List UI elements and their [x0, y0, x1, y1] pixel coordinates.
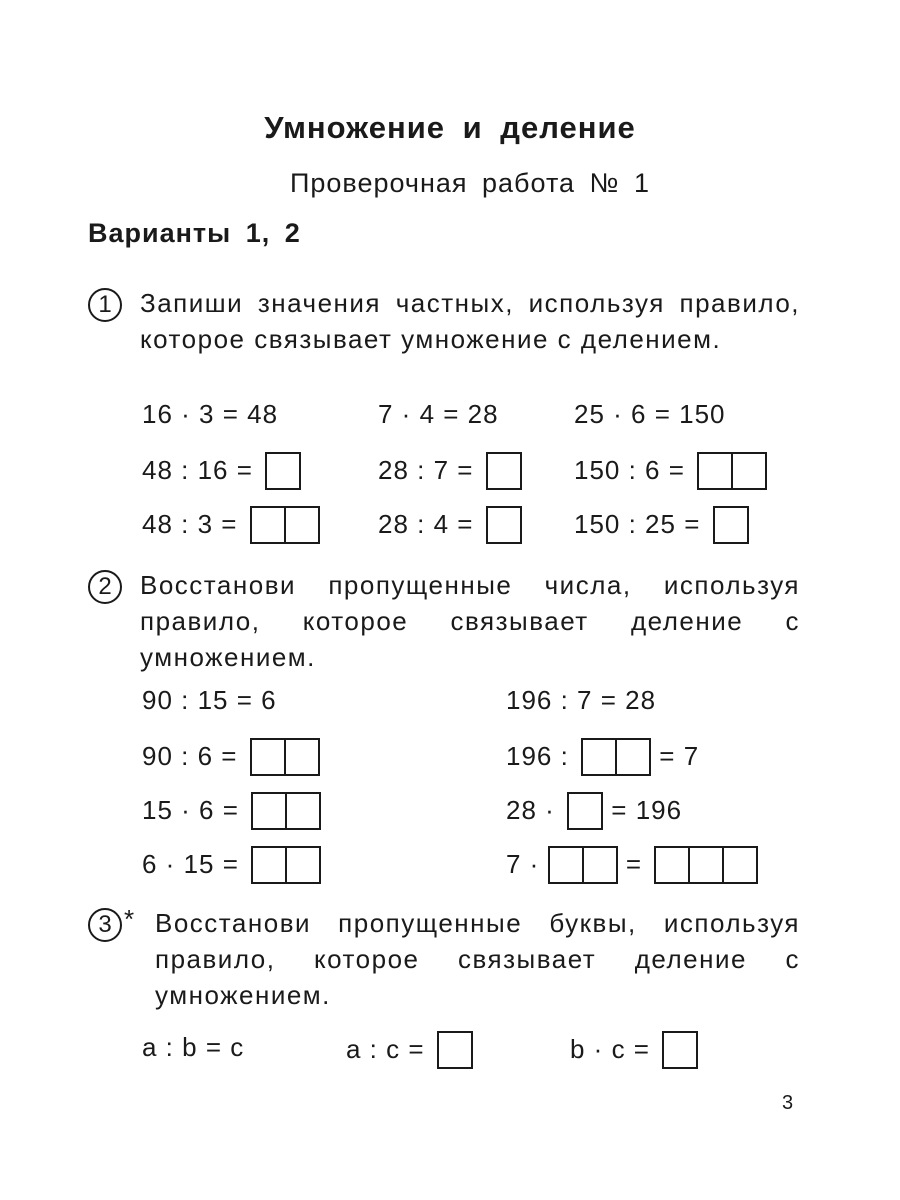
- answer-box[interactable]: [265, 451, 301, 490]
- task-1-eq-1-1: 16 · 3 = 48: [142, 399, 279, 429]
- task-1-text: Запиши значения частных, используя правило, которое связывает умножение с делением.: [140, 288, 800, 354]
- eq-text: 15 · 6 =: [142, 795, 239, 826]
- task-3-star: *: [124, 904, 135, 934]
- answer-box[interactable]: [548, 845, 618, 884]
- answer-box[interactable]: [567, 791, 603, 830]
- task-2-left-2: [142, 736, 320, 776]
- answer-box[interactable]: [581, 737, 651, 776]
- task-2-left-1: 90 : 15 = 6: [142, 685, 277, 715]
- task-3-eq-2: [346, 1029, 473, 1069]
- task-3-number: 3: [88, 908, 122, 942]
- task-2-right-2: [506, 736, 699, 776]
- eq-text: 150 : 6 =: [574, 455, 685, 486]
- task-2-text: Восстанови пропущенные числа, используя правило, которое связывает деление с умножением.: [140, 570, 800, 672]
- eq-text: 48 : 16 =: [142, 455, 253, 486]
- task-1-eq-2-2: [378, 450, 522, 490]
- task-3-text: Восстанови пропущенные буквы, используя правило, которое связывает деление с умножением.: [155, 908, 800, 1010]
- eq-text: = 7: [659, 741, 700, 772]
- eq-text: a : c =: [346, 1034, 425, 1065]
- eq-text: 28 : 4 =: [378, 509, 474, 540]
- task-2-left-3: [142, 790, 321, 830]
- answer-box[interactable]: [713, 505, 749, 544]
- eq-text: =: [625, 849, 642, 880]
- task-2-left-4: [142, 844, 321, 884]
- task-2-right-3: [506, 790, 682, 830]
- answer-box[interactable]: [662, 1030, 698, 1069]
- answer-box[interactable]: [654, 845, 758, 884]
- task-1-eq-3-1: [142, 504, 320, 544]
- answer-box[interactable]: [250, 737, 320, 776]
- task-2-number: 2: [88, 570, 122, 604]
- task-2-right-1: 196 : 7 = 28: [506, 685, 657, 715]
- task-3-eq-1: a : b = c: [142, 1032, 245, 1062]
- eq-text: = 196: [611, 795, 683, 826]
- task-1-eq-1-3: 25 · 6 = 150: [574, 399, 726, 429]
- variants-heading: Варианты 1, 2: [88, 218, 301, 248]
- task-1-eq-1-2: 7 · 4 = 28: [378, 399, 499, 429]
- task-3-eq-3: [570, 1029, 698, 1069]
- eq-text: 48 : 3 =: [142, 509, 238, 540]
- task-1-eq-2-1: [142, 450, 301, 490]
- task-1-eq-3-3: [574, 504, 749, 544]
- eq-text: 28 ·: [506, 795, 555, 826]
- eq-text: 7 ·: [506, 849, 540, 880]
- answer-box[interactable]: [486, 505, 522, 544]
- task-2-right-4: [506, 844, 758, 884]
- page-number: 3: [782, 1092, 794, 1114]
- task-1-eq-3-2: [378, 504, 522, 544]
- eq-text: b · c =: [570, 1034, 650, 1065]
- page-title: Умножение и деление: [264, 110, 636, 145]
- eq-text: 196 :: [506, 741, 569, 772]
- answer-box[interactable]: [486, 451, 522, 490]
- task-1-eq-2-3: [574, 450, 767, 490]
- page-subtitle: Проверочная работа № 1: [289, 168, 651, 198]
- task-1-number: 1: [88, 288, 122, 322]
- answer-box[interactable]: [251, 845, 321, 884]
- eq-text: 28 : 7 =: [378, 455, 474, 486]
- answer-box[interactable]: [251, 791, 321, 830]
- answer-box[interactable]: [697, 451, 767, 490]
- answer-box[interactable]: [250, 505, 320, 544]
- eq-text: 6 · 15 =: [142, 849, 239, 880]
- answer-box[interactable]: [437, 1030, 473, 1069]
- eq-text: 90 : 6 =: [142, 741, 238, 772]
- eq-text: 150 : 25 =: [574, 509, 701, 540]
